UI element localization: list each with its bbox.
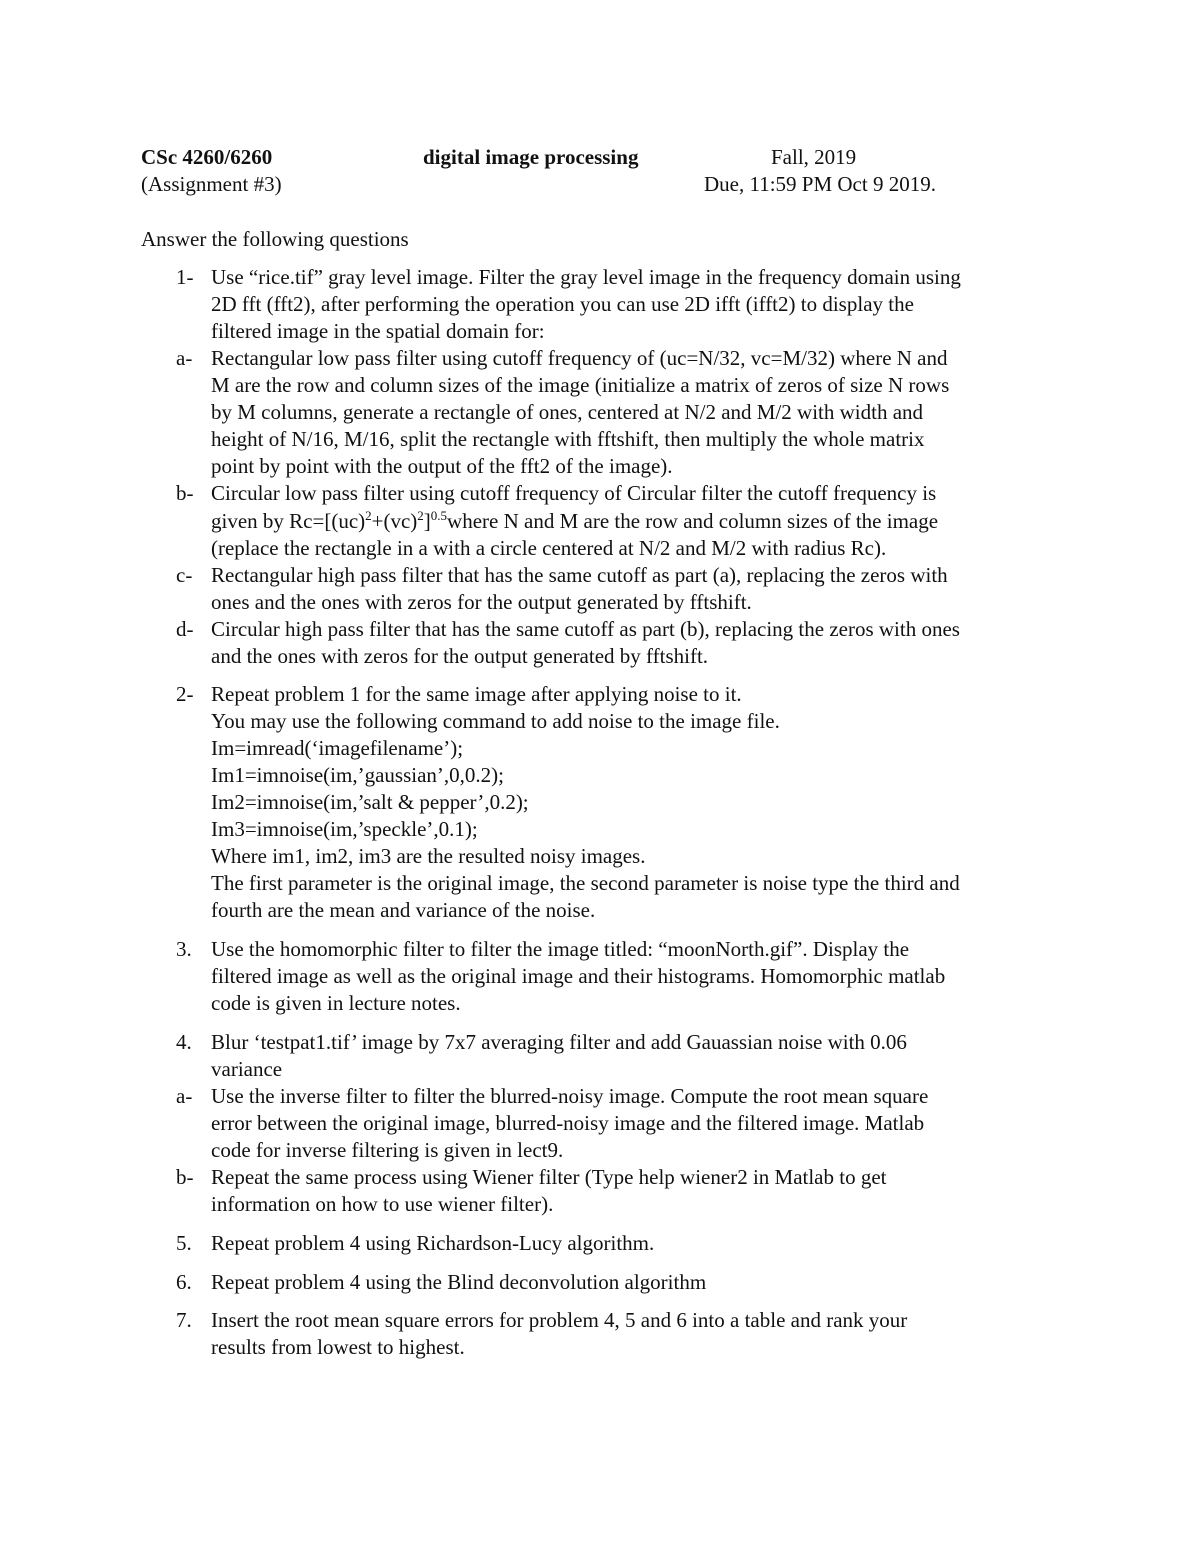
q7-line: results from lowest to highest. bbox=[211, 1335, 465, 1359]
intro-text: Answer the following questions bbox=[141, 227, 409, 251]
q4b-marker: b- bbox=[176, 1165, 194, 1189]
q1-marker: 1- bbox=[176, 265, 194, 289]
q1d-line: and the ones with zeros for the output generated by fftshift. bbox=[211, 644, 709, 668]
q1b-formula-part: given by Rc=[(uc) bbox=[211, 509, 366, 533]
q1c-line: ones and the ones with zeros for the output generated by fftshift. bbox=[211, 590, 752, 614]
q2-code-line: Im=imread(‘imagefilename’); bbox=[211, 736, 464, 760]
q1-line: Use “rice.tif” gray level image. Filter the gray level image in the frequency domain using bbox=[211, 265, 961, 289]
q2-code-line: Im2=imnoise(im,’salt & pepper’,0.2); bbox=[211, 790, 529, 814]
q2-code-line: Im3=imnoise(im,’speckle’,0.1); bbox=[211, 817, 478, 841]
q1c-marker: c- bbox=[176, 563, 193, 587]
q1d-marker: d- bbox=[176, 617, 194, 641]
q1b-formula-part: ] bbox=[423, 509, 431, 533]
q1b-exponent: 2 bbox=[417, 508, 424, 523]
q6-marker: 6. bbox=[176, 1270, 192, 1294]
q4b-line: Repeat the same process using Wiener filter (Type help wiener2 in Matlab to get bbox=[211, 1165, 887, 1189]
q1-line: filtered image in the spatial domain for: bbox=[211, 319, 545, 343]
q2-code-line: Im1=imnoise(im,’gaussian’,0,0.2); bbox=[211, 763, 504, 787]
q1b-formula-part: +(vc) bbox=[371, 509, 418, 533]
q4b-line: information on how to use wiener filter). bbox=[211, 1192, 554, 1216]
term: Fall, 2019 bbox=[771, 145, 857, 169]
q4-line: variance bbox=[211, 1057, 283, 1081]
q1b-marker: b- bbox=[176, 481, 194, 505]
assignment-number: (Assignment #3) bbox=[141, 172, 282, 196]
q1b-formula-part: where N and M are the row and column sizes of the image bbox=[447, 509, 939, 533]
q2-line: The first parameter is the original image, the second parameter is noise type the third and bbox=[211, 871, 960, 895]
q3-line: Use the homomorphic filter to filter the image titled: “moonNorth.gif”. Display the bbox=[211, 937, 910, 961]
q2-line: fourth are the mean and variance of the noise. bbox=[211, 898, 596, 922]
q4a-line: error between the original image, blurred-noisy image and the filtered image. Matlab bbox=[211, 1111, 925, 1135]
q3-marker: 3. bbox=[176, 937, 192, 961]
q4-line: Blur ‘testpat1.tif’ image by 7x7 averaging filter and add Gauassian noise with 0.06 bbox=[211, 1030, 907, 1054]
q6-line: Repeat problem 4 using the Blind deconvolution algorithm bbox=[211, 1270, 707, 1294]
q1b-formula-line bbox=[211, 508, 938, 535]
q5-line: Repeat problem 4 using Richardson-Lucy algorithm. bbox=[211, 1231, 655, 1255]
q1a-line: Rectangular low pass filter using cutoff frequency of (uc=N/32, vc=M/32) where N and bbox=[211, 346, 948, 370]
q1d-line: Circular high pass filter that has the same cutoff as part (b), replacing the zeros with ones bbox=[211, 617, 960, 641]
q7-line: Insert the root mean square errors for problem 4, 5 and 6 into a table and rank your bbox=[211, 1308, 908, 1332]
q1a-line: M are the row and column sizes of the image (initialize a matrix of zeros of size N rows bbox=[211, 373, 950, 397]
q2-line: Where im1, im2, im3 are the resulted noisy images. bbox=[211, 844, 646, 868]
q1-line: 2D fft (fft2), after performing the operation you can use 2D ifft (ifft2) to display the bbox=[211, 292, 914, 316]
q1a-marker: a- bbox=[176, 346, 193, 370]
q1b-exponent: 2 bbox=[365, 508, 372, 523]
q4a-line: Use the inverse filter to filter the blurred-noisy image. Compute the root mean square bbox=[211, 1084, 929, 1108]
q1c-line: Rectangular high pass filter that has the same cutoff as part (a), replacing the zeros with bbox=[211, 563, 948, 587]
q1a-line: by M columns, generate a rectangle of ones, centered at N/2 and M/2 with width and bbox=[211, 400, 924, 424]
q3-line: code is given in lecture notes. bbox=[211, 991, 461, 1015]
q5-marker: 5. bbox=[176, 1231, 192, 1255]
q7-marker: 7. bbox=[176, 1308, 192, 1332]
q2-line: You may use the following command to add noise to the image file. bbox=[211, 709, 780, 733]
course-code: CSc 4260/6260 bbox=[141, 145, 273, 169]
q4a-marker: a- bbox=[176, 1084, 193, 1108]
q3-line: filtered image as well as the original image and their histograms. Homomorphic matlab bbox=[211, 964, 946, 988]
q4a-line: code for inverse filtering is given in lect9. bbox=[211, 1138, 564, 1162]
q1b-line: Circular low pass filter using cutoff frequency of Circular filter the cutoff frequency is bbox=[211, 481, 937, 505]
q4-marker: 4. bbox=[176, 1030, 192, 1054]
course-subject: digital image processing bbox=[423, 145, 639, 169]
due-date: Due, 11:59 PM Oct 9 2019. bbox=[704, 172, 936, 196]
q1b-exponent: 0.5 bbox=[430, 508, 448, 523]
q2-line: Repeat problem 1 for the same image after applying noise to it. bbox=[211, 682, 742, 706]
q1a-line: height of N/16, M/16, split the rectangle with fftshift, then multiply the whole matrix bbox=[211, 427, 925, 451]
q2-marker: 2- bbox=[176, 682, 194, 706]
q1a-line: point by point with the output of the fft2 of the image). bbox=[211, 454, 673, 478]
q1b-line: (replace the rectangle in a with a circle centered at N/2 and M/2 with radius Rc). bbox=[211, 536, 887, 560]
